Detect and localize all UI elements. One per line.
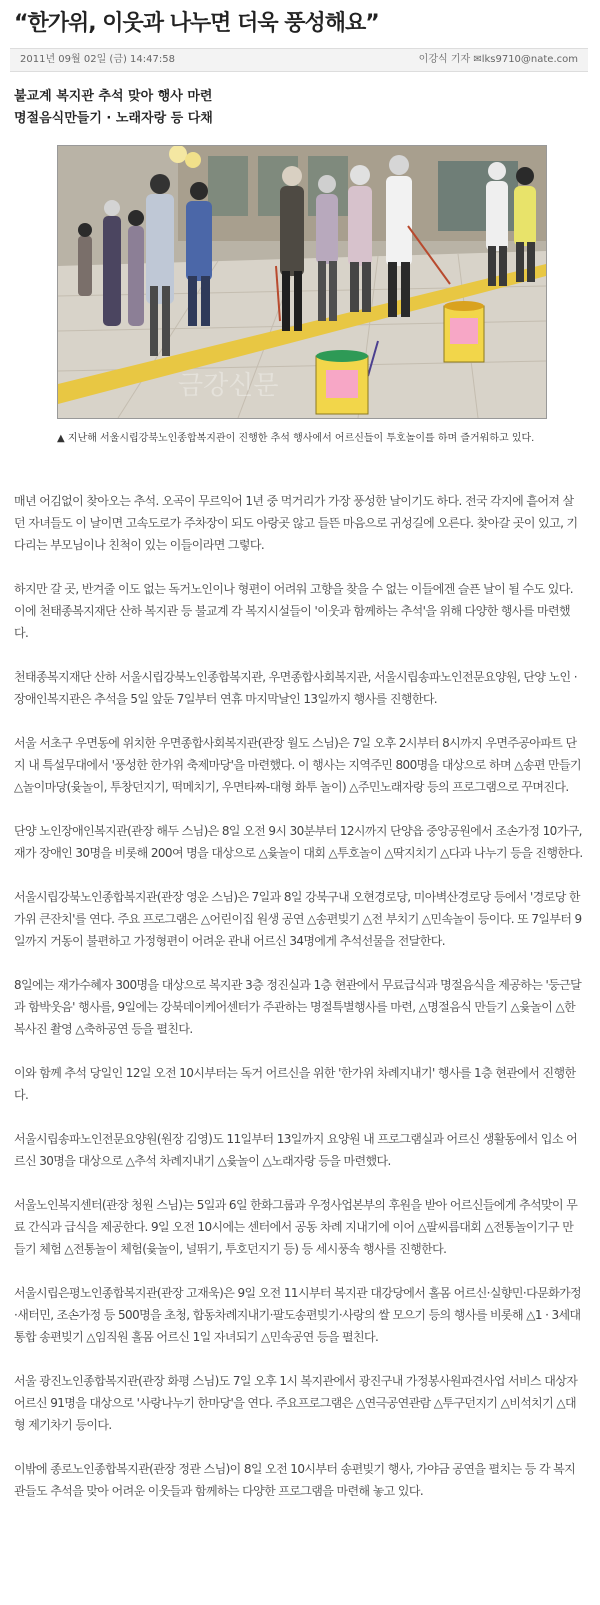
body-paragraph: 이밖에 종로노인종합복지관(관장 정관 스님)이 8일 오전 10시부터 송편빚기 행사, 가야금 공연을 펼치는 등 각 복지관들도 추석을 맞아 어려운 이웃들과 함께하는 다양한 프로그램을 마련해 놓고 있다.	[14, 1462, 576, 1498]
body-paragraph: 하지만 갈 곳, 반겨줄 이도 없는 독거노인이나 형편이 어려워 고향을 찾을 수 없는 이들에겐 슬픈 날이 될 수도 있다. 이에 천태종복지재단 산하 복지관 등 불교계 각 복지시설들이 '이웃과 함께하는 추석'을 위해 다양한 행사를 마련했다.	[14, 582, 573, 640]
body-paragraph: 서울 광진노인종합복지관(관장 화평 스님)도 7일 오후 1시 복지관에서 광진구내 가정봉사원파견사업 서비스 대상자 어르신 91명을 대상으로 '사랑나누기 한마당'을 연다. 주요프로그램은 △연극공연관람 △투구던지기 △비석치기 △대형 제기차기 등이다.	[14, 1374, 578, 1432]
body-paragraph: 단양 노인장애인복지관(관장 해두 스님)은 8일 오전 9시 30분부터 12시까지 단양읍 중앙공원에서 조손가정 10가구, 재가 장애인 30명을 비롯해 200여 명을 대상으로 △윷놀이 대회 △투호놀이 △딱지치기 △다과 나누기 등을 진행한다.	[14, 824, 583, 860]
photo-watermark: 금강신문	[178, 371, 279, 401]
body-paragraph: 서울시립은평노인종합복지관(관장 고재욱)은 9일 오전 11시부터 복지관 대강당에서 홀몸 어르신·실향민·다문화가정·새터민, 조손가정 등 500명을 초청, 합동차례지내기·팔도송편빚기·사랑의 쌀 모으기 등의 행사를 비롯해 △1 · 3세대 통합 송편빚기 △임직원 홀몸 어르신 1일 자녀되기 △민속공연 등을 펼친다.	[14, 1286, 582, 1344]
article-author[interactable]: 이강식 기자 ✉lks9710@nate.com	[418, 54, 578, 65]
subheadline-line: 불교계 복지관 추석 맞아 행사 마련	[14, 89, 213, 104]
photo-caption: ▲ 지난해 서울시립강북노인종합복지관이 진행한 추석 행사에서 어르신들이 투호놀이를 하며 즐거워하고 있다.	[57, 433, 535, 444]
event-photo-illustration	[58, 146, 546, 418]
article-date: 2011년 09월 02일 (금) 14:47:58	[20, 54, 175, 65]
body-paragraph: 서울시립강북노인종합복지관(관장 영운 스님)은 7일과 8일 강북구내 오현경로당, 미아벽산경로당 등에서 '경로당 한가위 큰잔치'를 연다. 주요 프로그램은 △어린이집 원생 공연 △송편빚기 △전 부치기 △민속놀이 등이다. 또 7일부터 9일까지 거동이 불편하고 가정형편이 어려운 관내 어르신 34명에게 추석선물을 전달한다.	[14, 890, 582, 948]
body-paragraph: 매년 어김없이 찾아오는 추석. 오곡이 무르익어 1년 중 먹거리가 가장 풍성한 날이기도 하다. 전국 각지에 흩어져 살던 자녀들도 이 날이면 고속도로가 주차장이 되도 아랑곳 않고 들뜬 마음으로 귀성길에 오른다. 찾아갈 곳이 있고, 기다리는 부모님이나 친척이 있는 이들이라면 그렇다.	[14, 494, 578, 552]
article-body	[14, 490, 584, 1524]
article-photo	[57, 145, 547, 419]
tuho-bucket-left	[316, 350, 368, 414]
body-paragraph: 8일에는 재가수혜자 300명을 대상으로 복지관 3층 정진실과 1층 현관에서 무료급식과 명절음식을 제공하는 '둥근달과 함박웃음' 행사를, 9일에는 강북데이케어센터가 주관하는 명절특별행사를 마련, △명절음식 만들기 △윷놀이 △한복사진 촬영 △축하공연 등을 펼친다.	[14, 978, 582, 1036]
body-paragraph: 천태종복지재단 산하 서울시립강북노인종합복지관, 우면종합사회복지관, 서울시립송파노인전문요양원, 단양 노인 · 장애인복지관은 추석을 5일 앞둔 7일부터 연휴 마지막날인 13일까지 행사를 진행한다.	[14, 670, 577, 706]
article-subheadline	[14, 86, 574, 130]
tuho-bucket-right	[444, 301, 484, 362]
body-paragraph: 서울 서초구 우면동에 위치한 우면종합사회복지관(관장 월도 스님)은 7일 오후 2시부터 8시까지 우면주공아파트 단지 내 특설무대에서 '풍성한 한가위 축제마당'을 마련했다. 이 행사는 지역주민 800명을 대상으로 하며 △송편 만들기 △놀이마당(윷놀이, 투창던지기, 떡메치기, 우면타짜-대형 화투 놀이) △주민노래자랑 등의 프로그램으로 꾸며진다.	[14, 736, 581, 794]
body-paragraph: 이와 함께 추석 당일인 12일 오전 10시부터는 독거 어르신을 위한 '한가위 차례지내기' 행사를 1층 현관에서 진행한다.	[14, 1066, 576, 1102]
body-paragraph: 서울시립송파노인전문요양원(원장 김영)도 11일부터 13일까지 요양원 내 프로그램실과 어르신 생활동에서 입소 어르신 30명을 대상으로 △추석 차례지내기 △윷놀이 △노래자랑 등을 마련했다.	[14, 1132, 578, 1168]
article-meta-bar	[10, 48, 588, 72]
subheadline-line: 명절음식만들기 · 노래자랑 등 다채	[14, 111, 213, 126]
body-paragraph: 서울노인복지센터(관장 청원 스님)는 5일과 6일 한화그룹과 우정사업본부의 후원을 받아 어르신들에게 추석맞이 무료 간식과 급식을 제공한다. 9일 오전 10시에는 센터에서 공동 차례 지내기에 이어 △팔씨름대회 △전통놀이기구 만들기 체험 △전통놀이 체험(윷놀이, 널뛰기, 투호던지기 등) 등 세시풍속 행사를 진행한다.	[14, 1198, 578, 1256]
article-title: “한가위, 이웃과 나누면 더욱 풍성해요”	[14, 11, 379, 36]
